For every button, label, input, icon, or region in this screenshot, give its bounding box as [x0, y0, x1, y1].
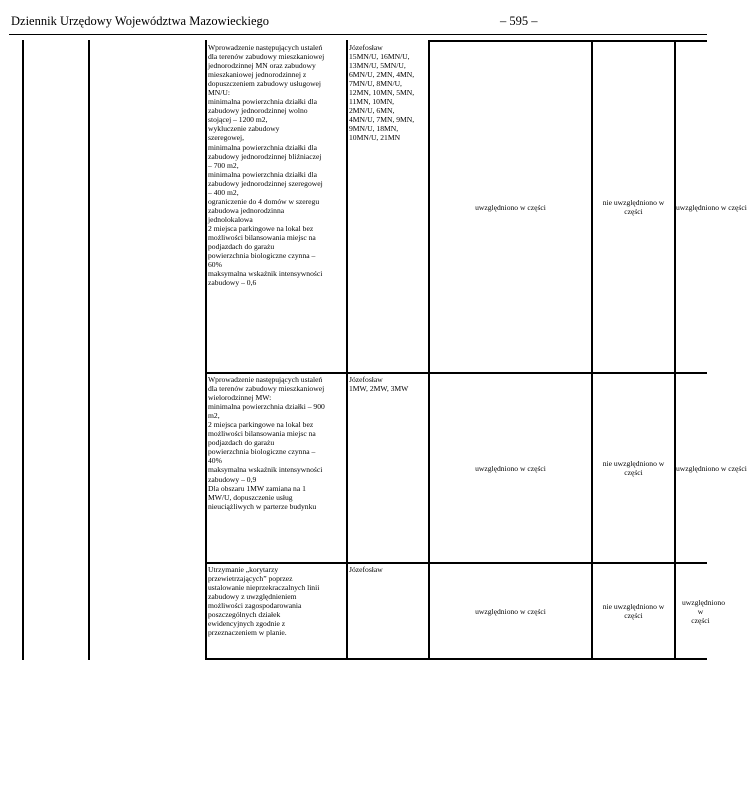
- header-rule: [9, 34, 707, 35]
- journal-title: Dziennik Urzędowy Województwa Mazowieckiego: [11, 14, 270, 28]
- column-divider-line: [88, 40, 90, 660]
- row-location: Józefosław: [349, 565, 383, 574]
- row-divider-line: [205, 658, 707, 660]
- row-status-1: uwzględniono w części: [475, 463, 546, 473]
- row-location: Józefosław 1MW, 2MW, 3MW: [349, 375, 409, 394]
- row-description: Wprowadzenie następujących ustaleń dla terenów zabudowy mieszkaniowej wielorodzinnej MW: minimalna powierzchnia działki – 900 m2, 2 miejsca parkingowe na lokal bez możliwości bilansowania miejsc na podjazdach do garażu powierzchnia biologiczne czynna – 40% maksymalna wskaźnik intensywności zabudowy – 0,9 Dla obszaru 1MW zamiana na 1 MW/U, dopuszczenie usług nieuciążliwych w parterze budynku: [208, 375, 325, 511]
- row-description: Utrzymanie „korytarzy przewietrzających” poprzez ustalowanie nieprzekraczalnych linii zabudowy z uwzględnieniem możliwości zagospodarowania poszczególnych działek ewidencyjnych zgodnie z przeznaczeniem w planie.: [208, 565, 320, 638]
- row-status-3: uwzględniono w części: [676, 202, 747, 212]
- page-number: – 595 –: [500, 14, 538, 28]
- column-divider-line: [205, 40, 207, 660]
- row-status-2: nie uwzględniono w części: [602, 459, 665, 477]
- row-status-2: nie uwzględniono w części: [602, 602, 665, 620]
- row-status-3: uwzględniono w części: [682, 597, 726, 625]
- row-status-1: uwzględniono w części: [475, 202, 546, 212]
- column-divider-line: [346, 40, 348, 660]
- row-location: Józefosław 15MN/U, 16MN/U, 13MN/U, 5MN/U, 6MN/U, 2MN, 4MN, 7MN/U, 8MN/U, 12MN, 10MN, 5MN, 11MN, 10MN, 2MN/U, 6MN, 4MN/U, 7MN, 9MN, 9MN/U, 18MN, 10MN/U, 21MN: [349, 43, 415, 143]
- row-status-2: nie uwzględniono w części: [602, 198, 665, 216]
- row-status-1: uwzględniono w części: [475, 606, 546, 616]
- left-border-line: [22, 40, 24, 660]
- row-description: Wprowadzenie następujących ustaleń dla terenów zabudowy mieszkaniowej jednorodzinnej MN oraz zabudowy mieszkaniowej jednorodzinnej z dopuszczeniem zabudowy usługowej MN/U: minimalna powierzchnia działki dla zabudowy jednorodzinnej wolno stojącej – 1200 m2, wykluczenie zabudowy szeregowej, minimalna powierzchnia działki dla zabudowy jednorodzinnej bliźniaczej – 700 m2, minimalna powierzchnia działki dla zabudowy jednorodzinnej szeregowej – 400 m2, ograniczenie do 4 domów w szeregu zabudowa jednorodzinna jednolokalowa 2 miejsca parkingowe na lokal bez możliwości bilansowania miejsc na podjazdach do garażu powierzchnia biologiczne czynna – 60% maksymalna wskaźnik intensywności zabudowy – 0,6: [208, 43, 325, 288]
- row-status-3: uwzględniono w części: [676, 463, 747, 473]
